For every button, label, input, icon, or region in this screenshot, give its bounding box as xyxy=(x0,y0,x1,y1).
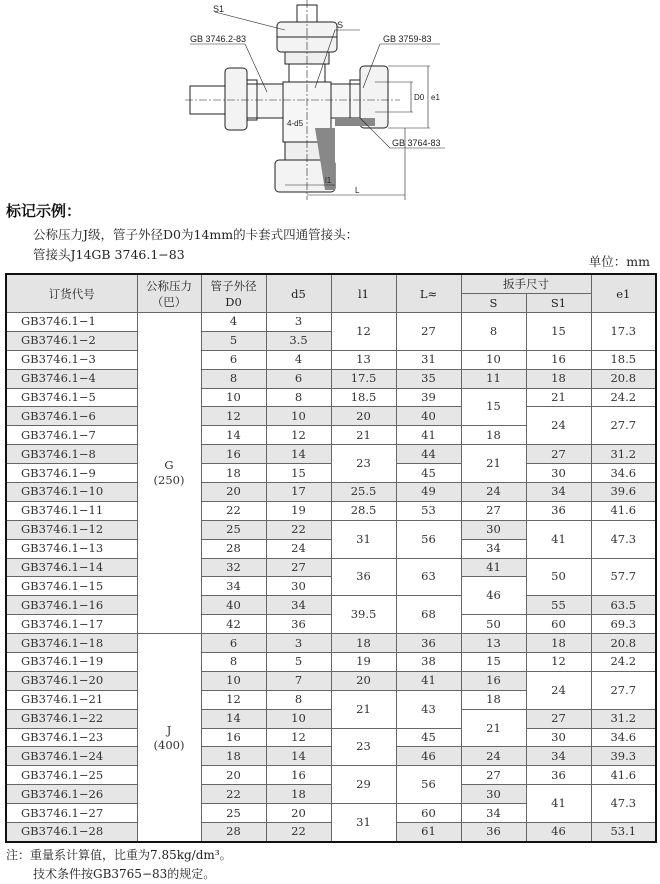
cell-d5: 8 xyxy=(266,388,331,407)
cell-s: 50 xyxy=(461,615,526,634)
cell-s1: 34 xyxy=(526,747,591,766)
cell-l: 36 xyxy=(396,634,461,653)
cell-s: 27 xyxy=(461,501,526,520)
cell-d5: 8 xyxy=(266,690,331,709)
cell-e1: 47.3 xyxy=(591,520,656,558)
cell-d0: 14 xyxy=(201,709,266,728)
cell-l1: 18 xyxy=(331,634,396,653)
cell-d0: 16 xyxy=(201,728,266,747)
table-row xyxy=(6,501,656,520)
cell-code: GB3746.1−3 xyxy=(6,350,137,369)
cell-code: GB3746.1−10 xyxy=(6,483,137,502)
cell-l: 45 xyxy=(396,728,461,747)
cell-s: 34 xyxy=(461,804,526,823)
cell-code: GB3746.1−5 xyxy=(6,388,137,407)
example-heading: 标记示例： xyxy=(6,202,82,220)
cell-s1: 34 xyxy=(526,483,591,502)
cell-l1: 31 xyxy=(331,804,396,842)
table-row xyxy=(6,369,656,388)
cell-s1: 18 xyxy=(526,369,591,388)
cell-l: 49 xyxy=(396,483,461,502)
table-row xyxy=(6,596,656,615)
cell-d5: 4 xyxy=(266,350,331,369)
cell-d0: 34 xyxy=(201,577,266,596)
header-s1: S1 xyxy=(526,294,591,313)
cell-l1: 36 xyxy=(331,558,396,596)
cell-s: 15 xyxy=(461,653,526,672)
cell-l: 61 xyxy=(396,823,461,842)
cell-s1: 36 xyxy=(526,501,591,520)
cell-l1: 20 xyxy=(331,407,396,426)
cell-e1: 20.8 xyxy=(591,634,656,653)
cell-code: GB3746.1−11 xyxy=(6,501,137,520)
header-s: S xyxy=(461,294,526,313)
cell-d5: 10 xyxy=(266,709,331,728)
table-row xyxy=(6,445,656,464)
cell-d5: 14 xyxy=(266,445,331,464)
cell-code: GB3746.1−27 xyxy=(6,804,137,823)
table-row xyxy=(6,483,656,502)
cell-code: GB3746.1−17 xyxy=(6,615,137,634)
table-row xyxy=(6,671,656,690)
cell-code: GB3746.1−15 xyxy=(6,577,137,596)
cell-s: 24 xyxy=(461,483,526,502)
unit-label: 单位：mm xyxy=(588,254,650,269)
cell-s1: 41 xyxy=(526,520,591,558)
cell-l: 35 xyxy=(396,369,461,388)
cell-d0: 25 xyxy=(201,520,266,539)
cell-d0: 22 xyxy=(201,501,266,520)
cell-e1: 34.6 xyxy=(591,464,656,483)
cell-s1: 27 xyxy=(526,709,591,728)
label-e1: e1 xyxy=(431,93,440,102)
table-row xyxy=(6,653,656,672)
cell-s: 18 xyxy=(461,426,526,445)
cell-code: GB3746.1−4 xyxy=(6,369,137,388)
cell-code: GB3746.1−9 xyxy=(6,464,137,483)
cell-d0: 14 xyxy=(201,426,266,445)
cell-s1: 21 xyxy=(526,388,591,407)
spec-table xyxy=(5,273,657,843)
cell-s1: 60 xyxy=(526,615,591,634)
cell-l1: 19 xyxy=(331,653,396,672)
example-designation: 管接头J14GB 3746.1−83 xyxy=(33,247,185,262)
cell-l: 39 xyxy=(396,388,461,407)
cell-d5: 12 xyxy=(266,426,331,445)
cell-d0: 42 xyxy=(201,615,266,634)
cell-d5: 10 xyxy=(266,407,331,426)
cell-l1: 20 xyxy=(331,671,396,690)
cell-d5: 20 xyxy=(266,804,331,823)
cell-code: GB3746.1−2 xyxy=(6,331,137,350)
cell-code: GB3746.1−12 xyxy=(6,520,137,539)
table-row xyxy=(6,388,656,407)
cell-s: 18 xyxy=(461,690,526,709)
example-description: 公称压力J级，管子外径D0为14mm的卡套式四通管接头： xyxy=(33,227,359,242)
cell-s: 24 xyxy=(461,747,526,766)
cell-l: 41 xyxy=(396,671,461,690)
cell-d5: 3 xyxy=(266,313,331,332)
note-weight: 注：重量系计算值，比重为7.85kg/dm³。 xyxy=(6,848,232,862)
cell-d0: 40 xyxy=(201,596,266,615)
cell-e1: 18.5 xyxy=(591,350,656,369)
cell-l1: 29 xyxy=(331,766,396,804)
cell-l: 44 xyxy=(396,445,461,464)
cell-d5: 24 xyxy=(266,539,331,558)
cell-s1: 24 xyxy=(526,407,591,445)
cell-d5: 3 xyxy=(266,634,331,653)
cell-s: 46 xyxy=(461,577,526,615)
cell-d0: 4 xyxy=(201,313,266,332)
cell-s1: 16 xyxy=(526,350,591,369)
cell-d0: 16 xyxy=(201,445,266,464)
cell-s: 36 xyxy=(461,823,526,842)
cell-s: 15 xyxy=(461,388,526,426)
cell-s1: 24 xyxy=(526,671,591,709)
cell-e1: 39.3 xyxy=(591,747,656,766)
cell-d0: 10 xyxy=(201,388,266,407)
cell-e1: 24.2 xyxy=(591,388,656,407)
cell-s: 27 xyxy=(461,766,526,785)
cell-code: GB3746.1−13 xyxy=(6,539,137,558)
cell-d5: 6 xyxy=(266,369,331,388)
cell-d5: 18 xyxy=(266,785,331,804)
cell-d0: 5 xyxy=(201,331,266,350)
cell-d0: 10 xyxy=(201,671,266,690)
cell-code: GB3746.1−25 xyxy=(6,766,137,785)
cell-d0: 12 xyxy=(201,407,266,426)
cell-d5: 3.5 xyxy=(266,331,331,350)
header-d5: d5 xyxy=(266,274,331,313)
header-e1: e1 xyxy=(591,274,656,313)
cell-d0: 8 xyxy=(201,369,266,388)
cell-d0: 28 xyxy=(201,539,266,558)
header-wrench: 扳手尺寸 xyxy=(461,274,591,294)
cell-d5: 36 xyxy=(266,615,331,634)
cell-l1: 12 xyxy=(331,313,396,351)
cell-e1: 20.8 xyxy=(591,369,656,388)
cell-l: 68 xyxy=(396,596,461,634)
cell-s1: 55 xyxy=(526,596,591,615)
four-way-fitting-drawing xyxy=(185,0,475,200)
table-row xyxy=(6,558,656,577)
cell-s: 30 xyxy=(461,520,526,539)
cell-e1: 63.5 xyxy=(591,596,656,615)
cell-code: GB3746.1−6 xyxy=(6,407,137,426)
cell-s: 11 xyxy=(461,369,526,388)
cell-d0: 32 xyxy=(201,558,266,577)
cell-s1: 30 xyxy=(526,728,591,747)
label-s1: S1 xyxy=(213,4,225,14)
cell-s: 8 xyxy=(461,313,526,351)
cell-d5: 15 xyxy=(266,464,331,483)
cell-d5: 16 xyxy=(266,766,331,785)
cell-d0: 18 xyxy=(201,464,266,483)
label-d0: D0 xyxy=(414,93,425,102)
cell-e1: 34.6 xyxy=(591,728,656,747)
cell-d0: 8 xyxy=(201,653,266,672)
cell-d5: 34 xyxy=(266,596,331,615)
label-std-left: GB 3746.2-83 xyxy=(190,34,247,44)
table-row xyxy=(6,634,656,653)
cell-l: 60 xyxy=(396,804,461,823)
cell-e1: 31.2 xyxy=(591,445,656,464)
cell-code: GB3746.1−22 xyxy=(6,709,137,728)
cell-d5: 27 xyxy=(266,558,331,577)
cell-s1: 30 xyxy=(526,464,591,483)
cell-l1: 31 xyxy=(331,520,396,558)
cell-code: GB3746.1−8 xyxy=(6,445,137,464)
cell-l: 43 xyxy=(396,690,461,728)
cell-d5: 19 xyxy=(266,501,331,520)
header-l1: l1 xyxy=(331,274,396,313)
cell-l1: 23 xyxy=(331,445,396,483)
cell-l: 56 xyxy=(396,766,461,804)
cell-d0: 6 xyxy=(201,350,266,369)
cell-e1: 39.6 xyxy=(591,483,656,502)
cell-l: 38 xyxy=(396,653,461,672)
cell-l: 56 xyxy=(396,520,461,558)
cell-s1: 41 xyxy=(526,785,591,823)
header-L: L≈ xyxy=(396,274,461,313)
cell-d5: 14 xyxy=(266,747,331,766)
cell-l: 53 xyxy=(396,501,461,520)
cell-code: GB3746.1−26 xyxy=(6,785,137,804)
cell-l: 41 xyxy=(396,426,461,445)
cell-s: 10 xyxy=(461,350,526,369)
cell-e1: 53.1 xyxy=(591,823,656,842)
cell-l1: 25.5 xyxy=(331,483,396,502)
pressure-grade: J xyxy=(166,722,172,737)
cell-l1: 23 xyxy=(331,728,396,766)
cell-d0: 22 xyxy=(201,785,266,804)
cell-e1: 27.7 xyxy=(591,407,656,445)
cell-d0: 20 xyxy=(201,483,266,502)
cell-code: GB3746.1−7 xyxy=(6,426,137,445)
cell-s: 16 xyxy=(461,671,526,690)
cell-s1: 46 xyxy=(526,823,591,842)
cell-l1: 13 xyxy=(331,350,396,369)
label-l1: l1 xyxy=(325,176,332,185)
cell-d0: 6 xyxy=(201,634,266,653)
cell-d0: 25 xyxy=(201,804,266,823)
cell-d5: 5 xyxy=(266,653,331,672)
cell-e1: 41.6 xyxy=(591,766,656,785)
cell-s: 41 xyxy=(461,558,526,577)
cell-l1: 21 xyxy=(331,426,396,445)
cell-d5: 22 xyxy=(266,520,331,539)
cell-e1: 41.6 xyxy=(591,501,656,520)
cell-l1: 18.5 xyxy=(331,388,396,407)
cell-l1: 17.5 xyxy=(331,369,396,388)
cell-d0: 18 xyxy=(201,747,266,766)
cell-d5: 30 xyxy=(266,577,331,596)
table-row xyxy=(6,728,656,747)
cell-s: 30 xyxy=(461,785,526,804)
cell-s1: 18 xyxy=(526,634,591,653)
cell-code: GB3746.1−23 xyxy=(6,728,137,747)
cell-e1: 47.3 xyxy=(591,785,656,823)
cell-e1: 24.2 xyxy=(591,653,656,672)
cell-e1: 27.7 xyxy=(591,671,656,709)
cell-d5: 17 xyxy=(266,483,331,502)
cell-s1: 27 xyxy=(526,445,591,464)
cell-s: 13 xyxy=(461,634,526,653)
cell-s1: 50 xyxy=(526,558,591,596)
cell-d0: 28 xyxy=(201,823,266,842)
cell-code: GB3746.1−20 xyxy=(6,671,137,690)
cell-s1: 15 xyxy=(526,313,591,351)
label-L: L xyxy=(355,186,360,195)
cell-s: 21 xyxy=(461,709,526,747)
table-row xyxy=(6,520,656,539)
cell-l: 46 xyxy=(396,747,461,766)
pressure-value: (400) xyxy=(153,737,185,752)
cell-l: 45 xyxy=(396,464,461,483)
cell-s: 21 xyxy=(461,445,526,483)
cell-d5: 12 xyxy=(266,728,331,747)
cell-code: GB3746.1−21 xyxy=(6,690,137,709)
cell-e1: 69.3 xyxy=(591,615,656,634)
label-s: S xyxy=(337,20,344,30)
header-code: 订货代号 xyxy=(6,274,137,313)
cell-code: GB3746.1−24 xyxy=(6,747,137,766)
label-std-bottom: GB 3764-83 xyxy=(392,138,441,148)
cell-code: GB3746.1−28 xyxy=(6,823,137,842)
table-row xyxy=(6,350,656,369)
cell-l1: 39.5 xyxy=(331,596,396,634)
cell-l: 63 xyxy=(396,558,461,596)
cell-s: 34 xyxy=(461,539,526,558)
cell-pressure xyxy=(137,634,201,842)
cell-code: GB3746.1−14 xyxy=(6,558,137,577)
cell-pressure xyxy=(137,313,201,634)
table-row xyxy=(6,407,656,426)
cell-code: GB3746.1−19 xyxy=(6,653,137,672)
table-row xyxy=(6,313,656,332)
cell-d5: 7 xyxy=(266,671,331,690)
label-d5: 4-d5 xyxy=(287,119,304,128)
table-row xyxy=(6,766,656,785)
cell-s1: 12 xyxy=(526,653,591,672)
header-pressure: 公称压力 （巴） xyxy=(137,274,201,313)
cell-s1: 36 xyxy=(526,766,591,785)
header-od: 管子外径 D0 xyxy=(201,274,266,313)
cell-l1: 28.5 xyxy=(331,501,396,520)
note-technical: 技术条件按GB3765−83的规定。 xyxy=(33,867,216,881)
pressure-grade: G xyxy=(164,458,174,473)
cell-d5: 22 xyxy=(266,823,331,842)
label-std-right: GB 3759-83 xyxy=(383,34,432,44)
pressure-value: (250) xyxy=(153,473,185,488)
cell-code: GB3746.1−1 xyxy=(6,313,137,332)
cell-l1: 21 xyxy=(331,690,396,728)
cell-d0: 20 xyxy=(201,766,266,785)
cell-d0: 12 xyxy=(201,690,266,709)
cell-e1: 17.3 xyxy=(591,313,656,351)
cell-l: 31 xyxy=(396,350,461,369)
cell-l: 27 xyxy=(396,313,461,351)
cell-l: 40 xyxy=(396,407,461,426)
cell-e1: 31.2 xyxy=(591,709,656,728)
cell-code: GB3746.1−16 xyxy=(6,596,137,615)
cell-e1: 57.7 xyxy=(591,558,656,596)
cell-code: GB3746.1−18 xyxy=(6,634,137,653)
